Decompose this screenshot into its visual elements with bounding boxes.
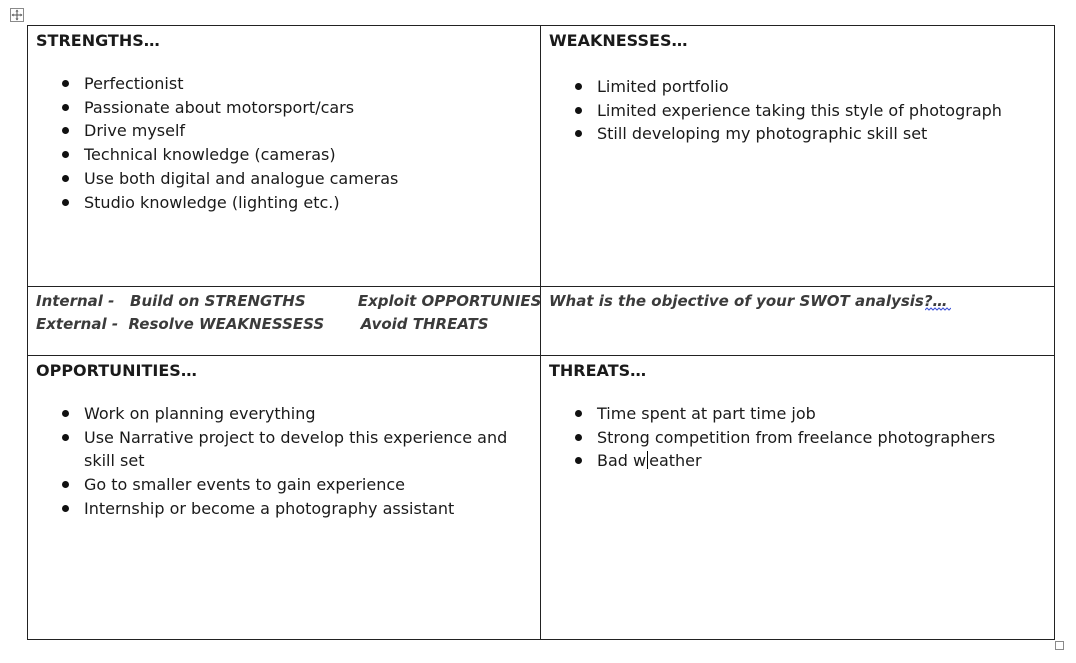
- objective-cell[interactable]: [541, 287, 1055, 356]
- list-item: [549, 449, 1037, 473]
- list-item: [549, 122, 1037, 146]
- list-item-text: Perfectionist: [84, 74, 184, 93]
- external-strategy-line: External - Resolve WEAKNESSESS Avoid THREATS: [36, 315, 489, 333]
- list-item-text: Internship or become a photography assistant: [84, 498, 455, 518]
- internal-strategy-line: Internal - Build on STRENGTHS Exploit OPPORTUNIES: [36, 292, 542, 310]
- swot-table: [27, 25, 1055, 640]
- list-item-text: Limited portfolio: [597, 77, 729, 96]
- bullet-icon: [62, 410, 69, 417]
- strengths-list: [36, 72, 532, 214]
- strengths-cell[interactable]: [28, 26, 541, 287]
- bullet-icon: [62, 434, 69, 441]
- list-item-text: Strong competition from freelance photographers: [597, 427, 996, 447]
- bullet-icon: [62, 127, 69, 134]
- list-item-text: Passionate about motorsport/cars: [84, 97, 355, 117]
- bullet-icon: [575, 130, 582, 137]
- list-item-text: Still developing my photographic skill set: [597, 124, 928, 144]
- weaknesses-heading: WEAKNESSES…: [549, 31, 688, 50]
- spellcheck-squiggle-icon: [925, 307, 951, 311]
- bullet-icon: [62, 481, 69, 488]
- list-item-text: Use both digital and analogue cameras: [84, 168, 399, 188]
- threats-cell[interactable]: [541, 356, 1055, 640]
- list-item: [36, 143, 524, 167]
- objective-question-suffix: …: [932, 292, 948, 310]
- weaknesses-cell[interactable]: [541, 26, 1055, 287]
- opportunities-heading: OPPORTUNITIES…: [36, 361, 197, 380]
- list-item-text: Work on planning everything: [84, 404, 316, 423]
- bullet-icon: [575, 107, 582, 114]
- bullet-icon: [62, 199, 69, 206]
- list-item-text: Use Narrative project to develop this experience and skill set: [84, 427, 508, 471]
- list-item: [36, 96, 524, 120]
- table-resize-handle-icon[interactable]: [1055, 641, 1064, 650]
- swot-row-bottom: [28, 356, 1055, 640]
- list-item: [549, 402, 1037, 426]
- bullet-icon: [62, 505, 69, 512]
- list-item: [36, 497, 524, 521]
- list-item: [36, 72, 524, 96]
- strategy-cell[interactable]: [28, 287, 541, 356]
- list-item: [36, 167, 524, 191]
- list-item: [549, 75, 1037, 99]
- list-item-text: Drive myself: [84, 121, 186, 141]
- swot-row-top: [28, 26, 1055, 287]
- opportunities-list: [36, 402, 532, 521]
- text-cursor: [647, 451, 648, 469]
- swot-row-middle: [28, 287, 1055, 356]
- bullet-icon: [575, 457, 582, 464]
- list-item-text: Technical knowledge (cameras): [84, 145, 336, 165]
- objective-question-text: What is the objective of your SWOT analysis?: [549, 292, 933, 310]
- list-item: [549, 99, 1037, 123]
- opportunities-cell[interactable]: [28, 356, 541, 640]
- threats-list: [549, 402, 1046, 473]
- bullet-icon: [62, 151, 69, 158]
- list-item-text: Go to smaller events to gain experience: [84, 475, 405, 495]
- bullet-icon: [62, 80, 69, 87]
- list-item: [549, 426, 1037, 450]
- bullet-icon: [62, 104, 69, 111]
- spellcheck-flagged-text[interactable]: [933, 290, 948, 313]
- bullet-icon: [575, 434, 582, 441]
- list-item: [36, 473, 524, 497]
- bullet-icon: [62, 175, 69, 182]
- strengths-heading: STRENGTHS…: [36, 31, 160, 50]
- list-item-text: Time spent at part time job: [597, 404, 816, 423]
- weaknesses-list: [549, 75, 1046, 146]
- list-item-text: Limited experience taking this style of photograph: [597, 100, 1002, 120]
- list-item-text-before-cursor: Bad w: [597, 451, 647, 471]
- threats-heading: THREATS…: [549, 361, 647, 380]
- list-item-text: Studio knowledge (lighting etc.): [84, 192, 340, 212]
- objective-question: [549, 290, 1046, 313]
- table-move-handle-icon[interactable]: [10, 8, 24, 22]
- bullet-icon: [575, 410, 582, 417]
- list-item: [36, 402, 524, 426]
- list-item-text-after-cursor: eather: [649, 451, 702, 471]
- bullet-icon: [575, 83, 582, 90]
- list-item: [36, 426, 524, 473]
- list-item: [36, 119, 524, 143]
- list-item: [36, 191, 524, 215]
